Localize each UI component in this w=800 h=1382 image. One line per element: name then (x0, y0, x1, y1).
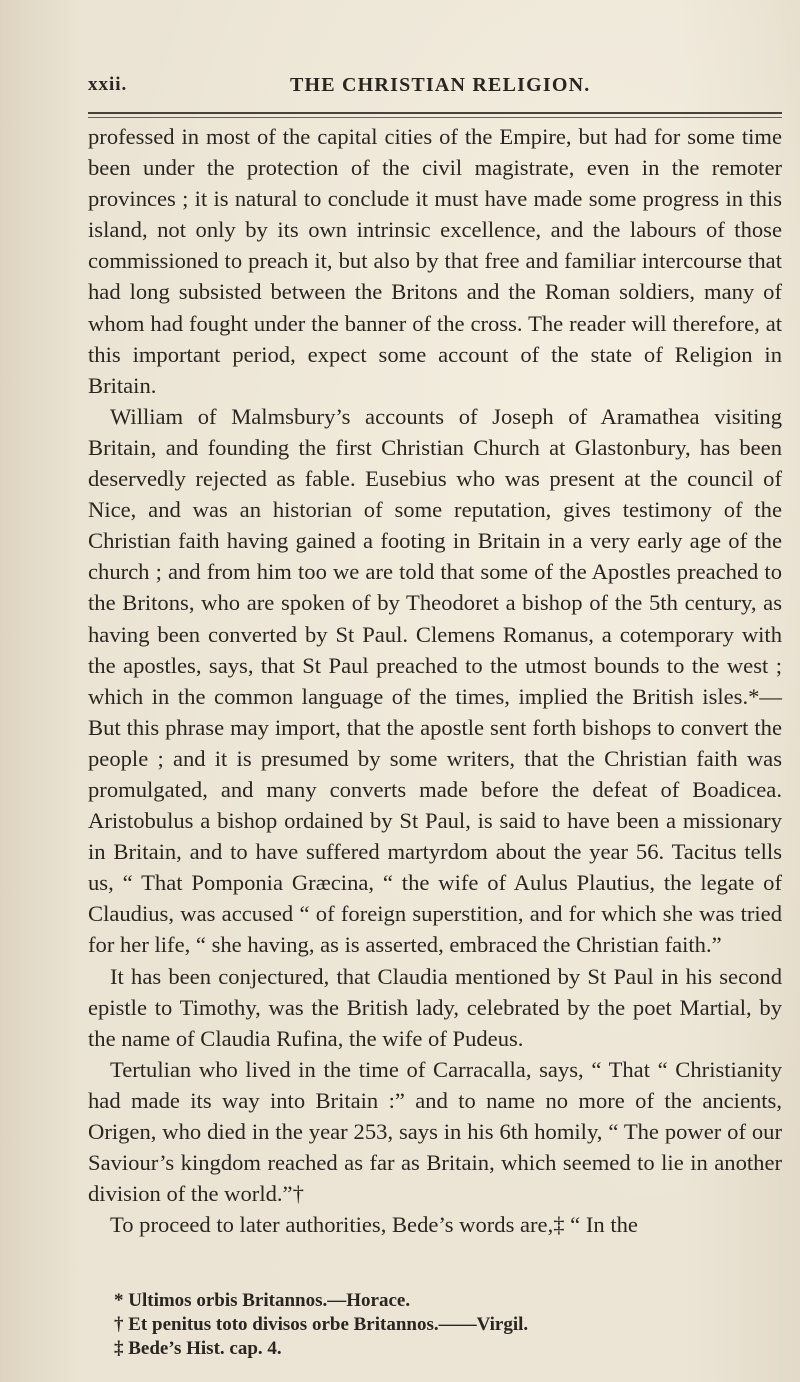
paragraph-3: It has been conjectured, that Claudia mentioned by St Paul in his second epistle to Timothy, was the British lady, celebrated by the poet Martial, by the name of Claudia Rufina, the wife of Pudeus. (88, 963, 782, 1051)
footnotes (114, 1289, 774, 1361)
paragraph-2: William of Malmsbury’s accounts of Joseph of Aramathea visiting Britain, and founding the first Christian Church at Glastonbury, has been deservedly rejected as fable. Eusebius who was present at the council of Nice, and was an historian of some reputation, gives testimony of the Christian faith having gained a footing in Britain in a very early age of the church ; and from him too we are told that some of the Apostles preached to the Britons, who are spoken of by Theodoret a bishop of the 5th century, as having been converted by St Paul. Clemens Romanus, a cotemporary with the apostles, says, that St Paul preached to the utmost bounds to the west ; which in the common language of the times, implied the British isles.*—But this phrase may import, that the apostle sent forth bishops to convert the people ; and it is presumed by some writers, that the Christian faith was promulgated, and many converts made before the defeat of Boadicea. Aristobulus a bishop ordained by St Paul, is said to have been a missionary in Britain, and to have suffered martyrdom about the year 56. Tacitus tells us, “ That Pomponia Græcina, “ the wife of Aulus Plautius, the legate of Claudius, was accused “ of foreign superstition, and for which she was tried for her life, “ she having, as is asserted, embraced the Christian faith.” (88, 403, 782, 958)
footnote-2: † Et penitus toto divisos orbe Britannos.——Virgil. (114, 1314, 529, 1335)
paragraph-1: professed in most of the capital cities of the Empire, but had for some time been under the protection of the civil magistrate, even in the remoter provinces ; it is natural to conclude it must have made some progress in this island, not only by its own intrinsic excellence, and the labours of those commissioned to preach it, but also by that free and familiar intercourse that had long subsisted between the Britons and the Roman soldiers, many of whom had fought under the banner of the cross. The reader will therefore, at this important period, expect some account of the state of Religion in Britain. (88, 124, 782, 398)
running-title: THE CHRISTIAN RELIGION. (290, 74, 591, 96)
header-rule-thin (88, 117, 782, 118)
main-text (88, 121, 782, 1240)
page-header (88, 74, 770, 108)
page-number: xxii. (88, 74, 128, 95)
footnote-1: * Ultimos orbis Britannos.—Horace. (114, 1290, 411, 1311)
footnote-3: ‡ Bede’s Hist. cap. 4. (114, 1338, 282, 1359)
header-rule (88, 112, 782, 114)
paragraph-4: Tertulian who lived in the time of Carracalla, says, “ That “ Christianity had made its way into Britain :” and to name no more of the ancients, Origen, who died in the year 253, says in his 6th homily, “ The power of our Saviour’s kingdom reached as far as Britain, which seemed to lie in another division of the world.”† (88, 1056, 782, 1207)
paragraph-5: To proceed to later authorities, Bede’s words are,‡ “ In the (110, 1212, 638, 1238)
